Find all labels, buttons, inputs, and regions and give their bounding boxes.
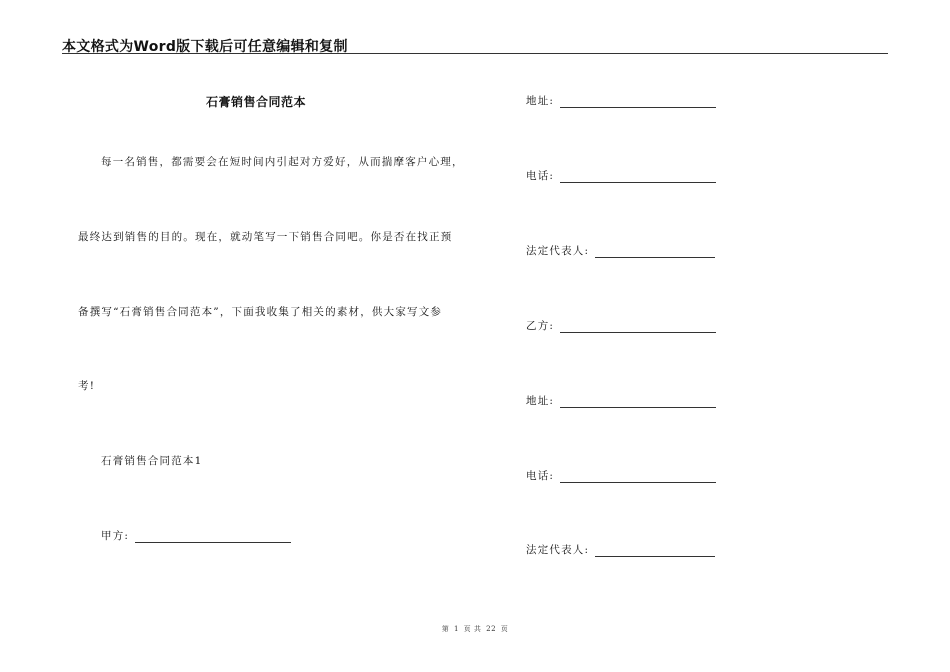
footer-middle: 页 共	[463, 625, 482, 633]
party-a-representative-field	[526, 243, 715, 258]
field-label: 电话:	[526, 470, 555, 482]
field-label: 法定代表人:	[526, 544, 590, 556]
field-label: 地址:	[526, 395, 555, 407]
party-a-phone-field	[526, 168, 716, 183]
paragraph-line-4: 考!	[78, 380, 96, 392]
party-b-field	[526, 318, 716, 333]
paragraph-line-2: 最终达到销售的目的。现在，就动笔写一下销售合同吧。你是否在找正预	[78, 231, 453, 243]
page-number-footer	[0, 624, 950, 634]
party-a-field	[101, 528, 291, 543]
party-a-blank	[135, 532, 291, 543]
paragraph-line-3: 备撰写“石膏销售合同范本”，下面我收集了相关的素材，供大家写文参	[78, 306, 443, 318]
party-a-label: 甲方:	[101, 530, 130, 542]
field-label: 法定代表人:	[526, 245, 590, 257]
field-blank	[560, 397, 716, 408]
page-title: 石膏销售合同范本	[206, 95, 307, 109]
footer-current-page: 1	[453, 625, 459, 633]
footer-prefix: 第	[441, 625, 450, 633]
field-label: 电话:	[526, 170, 555, 182]
header-divider	[62, 53, 888, 54]
document-header: 本文格式为Word版下载后可任意编辑和复制	[62, 39, 348, 55]
field-blank	[560, 472, 716, 483]
field-label: 地址:	[526, 95, 555, 107]
party-a-address-field	[526, 93, 716, 108]
party-b-phone-field	[526, 468, 716, 483]
paragraph-line-1: 每一名销售，都需要会在短时间内引起对方爱好，从而揣摩客户心理，	[101, 156, 464, 168]
footer-total-pages: 22	[486, 625, 497, 633]
field-label: 乙方:	[526, 320, 555, 332]
party-b-representative-field	[526, 542, 715, 557]
field-blank	[595, 546, 715, 557]
field-blank	[560, 322, 716, 333]
party-b-address-field	[526, 393, 716, 408]
field-blank	[560, 172, 716, 183]
footer-suffix: 页	[500, 625, 509, 633]
field-blank	[595, 247, 715, 258]
contract-subheading: 石膏销售合同范本1	[101, 455, 203, 467]
field-blank	[560, 97, 716, 108]
